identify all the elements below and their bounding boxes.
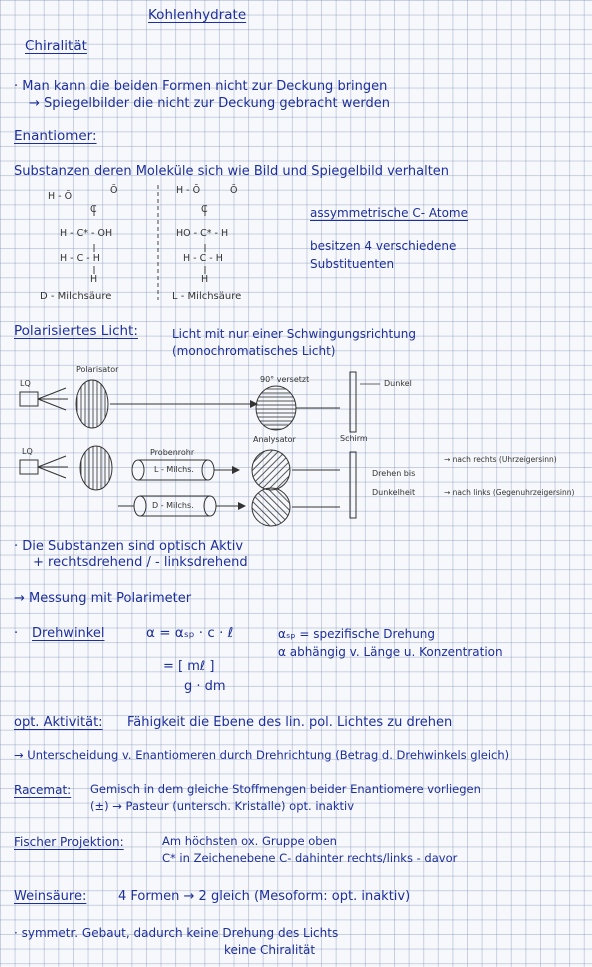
l-structure-row-3: H - C - H (183, 253, 223, 264)
l-milchsaeure-label: L - Milchsäure (172, 291, 242, 302)
dunkel-label: Dunkel (384, 379, 412, 388)
nach-links-label: → nach links (Gegenuhrzeigersinn) (444, 488, 575, 497)
heading-weinsaeure: Weinsäure: (14, 889, 87, 904)
drehwinkel-def-1: αₛₚ = spezifische Drehung (278, 627, 436, 641)
d-structure-row-3: H - C - H (60, 253, 100, 264)
chiralitaet-line-2: → Spiegelbilder die nicht zur Deckung gebracht werden (29, 96, 391, 111)
l-structure-c1: C (201, 204, 208, 215)
nach-rechts-label: → nach rechts (Uhrzeigersinn) (444, 455, 557, 464)
racemat-line-1: Gemisch in dem gleiche Stoffmengen beider Enantiomere vorliegen (90, 782, 481, 796)
tube-label-l: L - Milchs. (154, 465, 194, 474)
d-milchsaeure-label: D - Milchsäure (40, 291, 112, 302)
drehwinkel-def-2: α abhängig v. Länge u. Konzentration (278, 645, 503, 659)
d-structure-c1: C (90, 204, 97, 215)
d-structure-h: H (90, 274, 98, 285)
opt-aktivitaet-line-2: → Unterscheidung v. Enantiomeren durch Drehrichtung (Betrag d. Drehwinkels gleich) (14, 748, 510, 762)
drehen-bis-label: Drehen bis (372, 469, 416, 478)
dunkelheit-label: Dunkelheit (372, 488, 416, 497)
polarisator-label: Polarisator (76, 365, 119, 374)
tube-label-d: D - Milchs. (152, 501, 194, 510)
weinsaeure-text: 4 Formen → 2 gleich (Mesoform: opt. inaktiv) (118, 889, 411, 904)
drehwinkel-formula: α = αₛₚ · c · ℓ (146, 625, 234, 641)
analysator-label: Analysator (253, 435, 296, 444)
heading-racemat: Racemat: (14, 783, 72, 797)
light-source-label-1: LQ (20, 379, 31, 388)
messung-line: → Messung mit Polarimeter (14, 591, 192, 606)
racemat-line-2: (±) → Pasteur (untersch. Kristalle) opt. inaktiv (90, 799, 355, 813)
page-title: Kohlenhydrate (148, 7, 247, 23)
opt-aktivitaet-text: Fähigkeit die Ebene des lin. pol. Lichtes zu drehen (127, 715, 453, 730)
heading-polarisiertes-licht: Polarisiertes Licht: (14, 323, 138, 339)
polarisiert-desc-1: Licht mit nur einer Schwingungsrichtung (172, 327, 416, 341)
chiralitaet-line-1: · Man kann die beiden Formen nicht zur Deckung bringen (14, 79, 388, 94)
fischer-line-2: C* in Zeichenebene C- dahinter rechts/links - davor (162, 851, 458, 865)
heading-drehwinkel: Drehwinkel (32, 626, 105, 641)
substanzen-line-1: · Die Substanzen sind optisch Aktiv (14, 539, 244, 554)
weinsaeure-line-3: keine Chiralität (224, 943, 316, 957)
d-structure-o: Ō (110, 185, 118, 196)
heading-opt-aktivitaet: opt. Aktivität: (14, 715, 103, 730)
light-source-label-2: LQ (22, 447, 33, 456)
probenrohr-label: Probenrohr (150, 448, 195, 457)
weinsaeure-line-2: · symmetr. Gebaut, dadurch keine Drehung des Lichts (14, 926, 339, 940)
drehwinkel-unit-top: = [ mℓ ] (163, 659, 215, 674)
asym-heading: assymmetrische C- Atome (310, 206, 468, 220)
polarisiert-desc-2: (monochromatisches Licht) (172, 344, 336, 358)
fischer-line-1: Am höchsten ox. Gruppe oben (162, 834, 337, 848)
l-structure-top: H - Ō (176, 185, 201, 196)
substanzen-line-2: + rechtsdrehend / - linksdrehend (33, 555, 248, 570)
asym-line-2: Substituenten (310, 257, 395, 271)
drehwinkel-unit-bottom: g · dm (184, 679, 226, 694)
heading-chiralitaet: Chiralität (25, 38, 87, 54)
enantiomer-definition: Substanzen deren Moleküle sich wie Bild und Spiegelbild verhalten (14, 164, 450, 179)
d-structure-row-2: H - C* - OH (60, 228, 113, 239)
rotation-label: 90° versetzt (260, 375, 310, 384)
l-structure-row-2: HO - C* - H (176, 228, 229, 239)
heading-enantiomer: Enantiomer: (14, 128, 97, 144)
l-structure-o: Ō (230, 185, 238, 196)
asym-line-1: besitzen 4 verschiedene (310, 239, 457, 253)
l-structure-h: H (201, 274, 209, 285)
d-structure-top: H - Ō (48, 191, 73, 202)
drehwinkel-bullet: · (14, 626, 19, 641)
schirm-label: Schirm (340, 434, 368, 443)
heading-fischer-projektion: Fischer Projektion: (14, 835, 124, 849)
